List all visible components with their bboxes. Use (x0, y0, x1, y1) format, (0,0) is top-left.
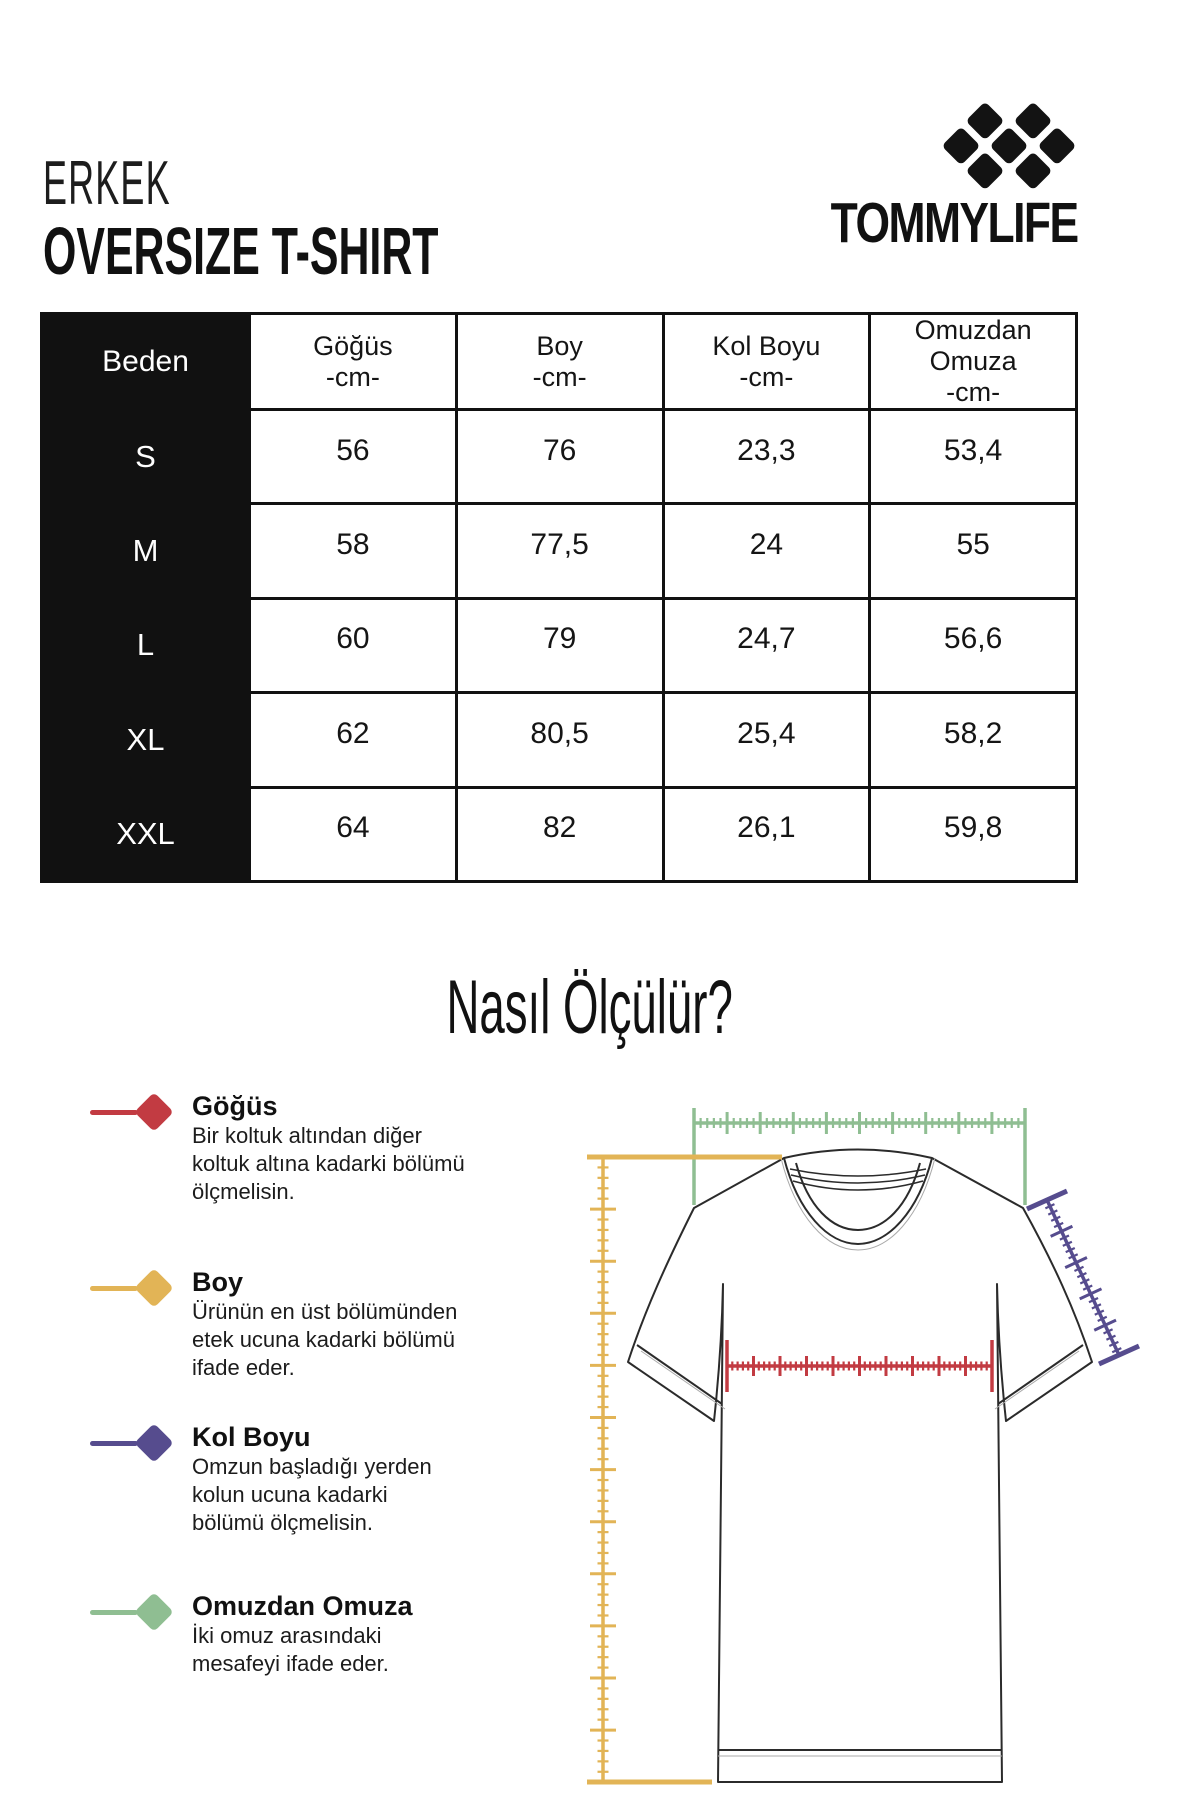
value-cell: 24 (663, 504, 870, 598)
product-title: OVERSIZE T-SHIRT (43, 214, 439, 289)
value-cell: 25,4 (663, 693, 870, 787)
tommylife-diamonds-logo-icon (930, 95, 1090, 195)
green-diamond-marker-icon (88, 1588, 178, 1636)
brand-wordmark: TOMMYLIFE (831, 191, 1078, 255)
column-header-gogus: Göğüs -cm- (250, 314, 457, 410)
size-label: XXL (42, 787, 250, 881)
value-cell: 77,5 (456, 504, 663, 598)
table-header-row (42, 314, 1077, 410)
value-cell: 56 (250, 410, 457, 504)
value-cell: 79 (456, 598, 663, 692)
legend-title: Boy (192, 1267, 244, 1297)
value-cell: 23,3 (663, 410, 870, 504)
legend-item-omuzdan-omuza: Omuzdan Omuza İki omuz arasındaki mesafeyi ifade eder. (88, 1588, 528, 1678)
size-table (40, 312, 1078, 883)
size-label: S (42, 410, 250, 504)
value-cell: 60 (250, 598, 457, 692)
value-cell: 58 (250, 504, 457, 598)
legend-title: Omuzdan Omuza (192, 1591, 413, 1621)
value-cell: 82 (456, 787, 663, 881)
size-label: L (42, 598, 250, 692)
value-cell: 55 (870, 504, 1077, 598)
table-corner-label: Beden (42, 314, 250, 410)
size-label: XL (42, 693, 250, 787)
table-row-xxl (42, 787, 1077, 881)
how-to-measure-title: Nasıl Ölçülür? (446, 965, 734, 1050)
value-cell: 24,7 (663, 598, 870, 692)
value-cell: 59,8 (870, 787, 1077, 881)
legend-item-boy: Boy Ürünün en üst bölümünden etek ucuna kadarki bölümü ifade eder. (88, 1264, 528, 1382)
column-header-boy: Boy -cm- (456, 314, 663, 410)
yellow-diamond-marker-icon (88, 1264, 178, 1312)
column-header-kol-boyu: Kol Boyu -cm- (663, 314, 870, 410)
tshirt-sketch (628, 1150, 1092, 1783)
legend-title: Kol Boyu (192, 1422, 311, 1452)
red-diamond-marker-icon (88, 1088, 178, 1136)
tshirt-measurement-diagram (540, 1080, 1160, 1800)
legend-item-gogus: Göğüs Bir koltuk altından diğer koltuk altına kadarki bölümü ölçmelisin. (88, 1088, 528, 1206)
table-row-xl (42, 693, 1077, 787)
table-row-l (42, 598, 1077, 692)
legend-item-kol-boyu: Kol Boyu Omzun başladığı yerden kolun ucuna kadarki bölümü ölçmelisin. (88, 1419, 528, 1537)
column-header-omuzdan-omuza: Omuzdan Omuza -cm- (870, 314, 1077, 410)
value-cell: 62 (250, 693, 457, 787)
value-cell: 58,2 (870, 693, 1077, 787)
value-cell: 53,4 (870, 410, 1077, 504)
value-cell: 76 (456, 410, 663, 504)
value-cell: 56,6 (870, 598, 1077, 692)
value-cell: 26,1 (663, 787, 870, 881)
table-row-s (42, 410, 1077, 504)
value-cell: 64 (250, 787, 457, 881)
size-label: M (42, 504, 250, 598)
legend-title: Göğüs (192, 1091, 278, 1121)
value-cell: 80,5 (456, 693, 663, 787)
purple-diamond-marker-icon (88, 1419, 178, 1467)
category-title: ERKEK (43, 149, 171, 218)
table-row-m (42, 504, 1077, 598)
